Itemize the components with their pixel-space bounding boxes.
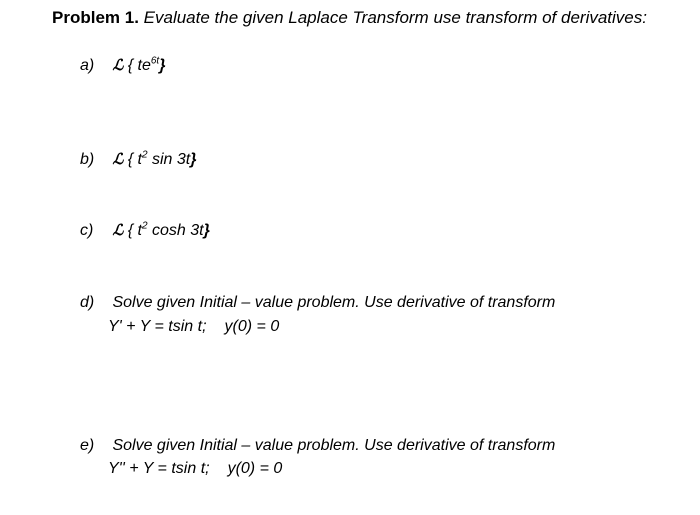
open-brace: { — [127, 57, 134, 74]
laplace-symbol: ℒ — [112, 221, 124, 239]
item-b — [80, 150, 196, 169]
close-brace: } — [203, 222, 210, 239]
item-e-label: e) — [80, 437, 95, 454]
item-e-condition: y(0) = 0 — [227, 460, 283, 477]
item-d-condition: y(0) = 0 — [224, 318, 280, 335]
item-c-expression: t — [137, 222, 142, 239]
problem-title — [52, 8, 647, 28]
item-c-tail: cosh 3t — [147, 222, 204, 239]
item-c — [80, 221, 210, 240]
item-b-tail: sin 3t — [147, 151, 191, 168]
laplace-symbol: ℒ — [112, 150, 124, 168]
item-d — [80, 294, 555, 312]
item-b-expression: t — [137, 151, 142, 168]
laplace-symbol: ℒ — [112, 56, 124, 74]
item-a-exponent: 6t — [150, 55, 160, 67]
item-a — [80, 56, 165, 75]
item-b-label: b) — [80, 151, 95, 168]
problem-instructions: Evaluate the given Laplace Transform use transform of derivatives: — [143, 8, 647, 27]
item-d-statement: Solve given Initial – value problem. Use derivative of transform — [112, 294, 556, 311]
open-brace: { — [127, 151, 134, 168]
item-a-label: a) — [80, 57, 95, 74]
item-b-exponent: 2 — [141, 149, 148, 161]
item-e-statement: Solve given Initial – value problem. Use derivative of transform — [112, 437, 556, 454]
item-e-equation: Y'' + Y = tsin t; — [108, 460, 210, 477]
item-d-ivp — [108, 318, 279, 336]
item-e — [80, 437, 555, 455]
item-d-label: d) — [80, 294, 95, 311]
item-d-equation: Y' + Y = tsin t; — [108, 318, 207, 335]
item-c-label: c) — [80, 222, 94, 239]
item-e-ivp — [108, 460, 282, 478]
problem-number: Problem 1. — [52, 8, 139, 27]
item-c-exponent: 2 — [141, 220, 148, 232]
item-a-expression: te — [137, 57, 151, 74]
close-brace: } — [159, 57, 166, 74]
close-brace: } — [190, 151, 197, 168]
open-brace: { — [127, 222, 134, 239]
